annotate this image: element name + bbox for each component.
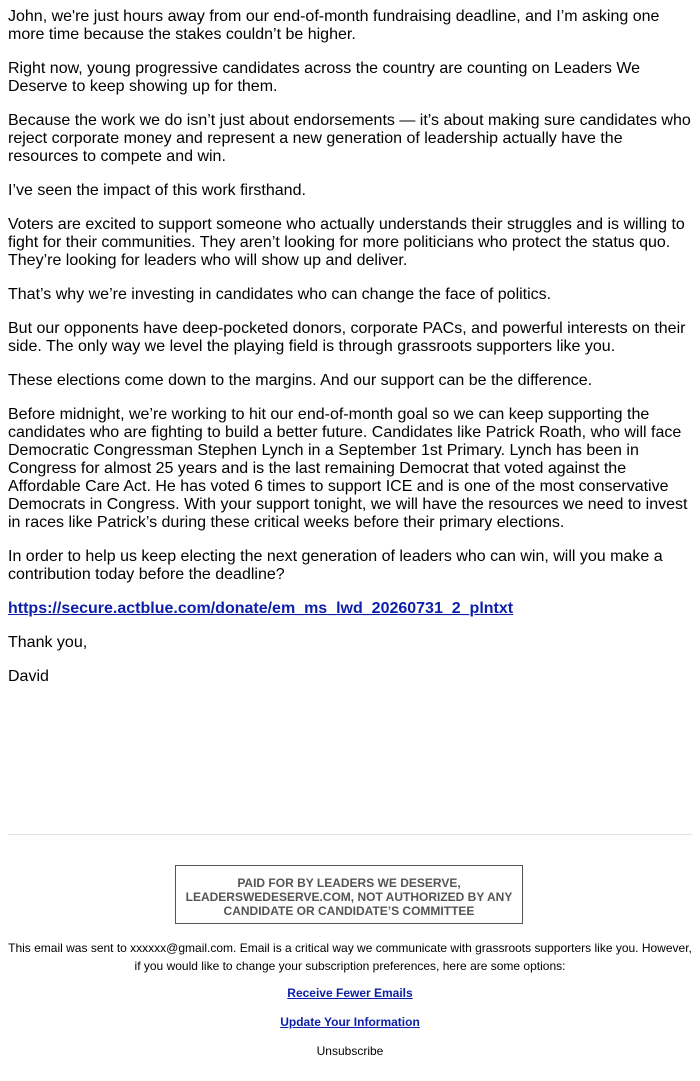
paragraph-opening: John, we're just hours away from our end-of-month fundraising deadline, and I’m asking one more time because the stakes couldn’t be higher. xyxy=(8,8,660,43)
signature: David xyxy=(8,668,49,685)
paragraph-margins: These elections come down to the margins. And our support can be the difference. xyxy=(8,372,593,389)
email-body xyxy=(8,8,694,702)
signoff: Thank you, xyxy=(8,634,88,651)
receive-fewer-emails-link[interactable]: Receive Fewer Emails xyxy=(287,986,413,1000)
paragraph-voters: Voters are excited to support someone who actually understands their struggles and is willing to fight for their communities. They aren’t looking for more politicians who protect the status quo. They’re looking for leaders who will show up and deliver. xyxy=(8,216,685,269)
paragraph-investing: That’s why we’re investing in candidates who can change the face of politics. xyxy=(8,286,552,303)
paragraph-before-midnight: Before midnight, we’re working to hit our end-of-month goal so we can keep supporting the candidates who are fighting to build a better future. Candidates like Patrick Roath, who will face Democratic Congressman Stephen Lynch in a September 1st Primary. Lynch has been in Congress for almost 25 years and is the last remaining Democrat that voted against the Affordable Care Act. He has voted 6 times to support ICE and is one of the most conservative Democrats in Congress. With your support tonight, we will have the resources we need to invest in races like Patrick’s during these critical weeks before their primary elections. xyxy=(8,406,688,531)
update-information-link[interactable]: Update Your Information xyxy=(280,1015,420,1029)
paragraph-endorsements: Because the work we do isn’t just about endorsements — it’s about making sure candidates who reject corporate money and represent a new generation of leadership actually have the resources to compete and win. xyxy=(8,112,691,165)
unsubscribe-link[interactable]: Unsubscribe xyxy=(316,1044,384,1058)
footer-divider xyxy=(8,834,692,835)
donate-link[interactable]: https://secure.actblue.com/donate/em_ms_lwd_20260731_2_plntxt xyxy=(8,600,514,617)
paragraph-opponents: But our opponents have deep-pocketed donors, corporate PACs, and powerful interests on their side. The only way we level the playing field is through grassroots supporters like you. xyxy=(8,320,686,355)
paragraph-impact: I’ve seen the impact of this work firsthand. xyxy=(8,182,306,199)
donate-paragraph xyxy=(8,600,694,618)
paragraph-ask: In order to help us keep electing the next generation of leaders who can win, will you make a contribution today before the deadline? xyxy=(8,548,663,583)
paragraph-counting-on: Right now, young progressive candidates across the country are counting on Leaders We Deserve to keep showing up for them. xyxy=(8,60,641,95)
paid-for-disclaimer: PAID FOR BY LEADERS WE DESERVE, LEADERSWEDESERVE.COM, NOT AUTHORIZED BY ANY CANDIDATE OR CANDIDATE’S COMMITTEE xyxy=(175,865,523,924)
sent-to-notice: This email was sent to xxxxxx@gmail.com. Email is a critical way we communicate with grassroots supporters like you. However, if you would like to change your subscription preferences, here are some options: xyxy=(8,941,692,973)
